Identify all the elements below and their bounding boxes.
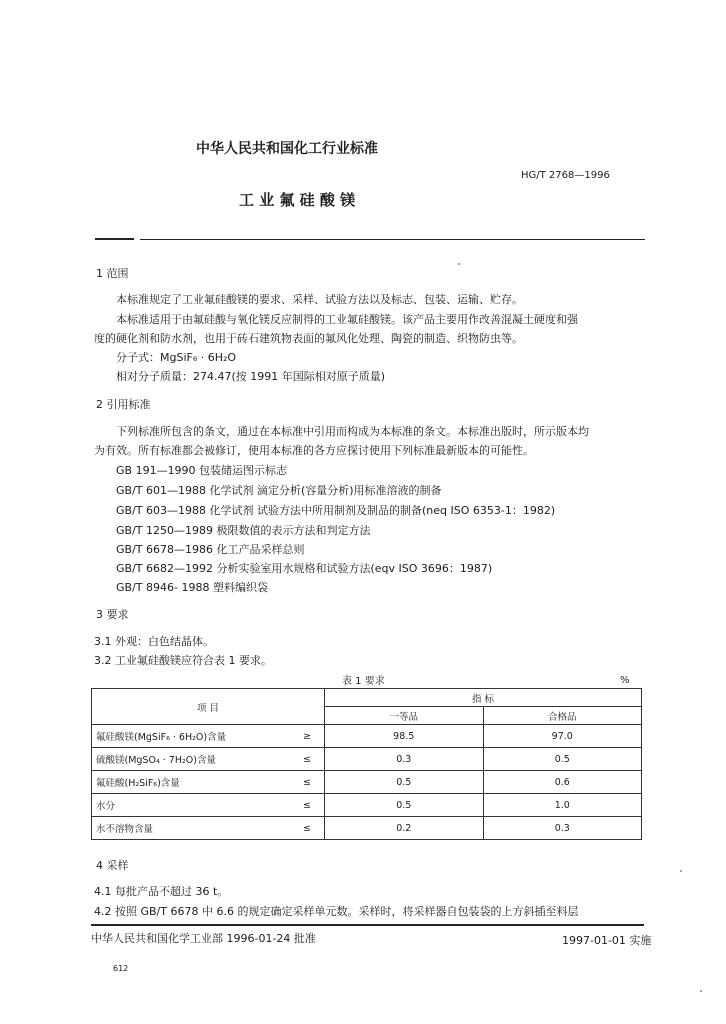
row-operator: ≥ — [290, 725, 325, 748]
table-row — [92, 771, 642, 794]
scan-speck — [458, 263, 460, 265]
row-operator: ≤ — [290, 794, 325, 817]
requirements-table — [91, 688, 642, 840]
section-1-para2-line2: 度的硬化剂和防水剂，也用于砖石建筑物表面的氟风化处理、陶瓷的制造、织物防虫等。 — [94, 332, 523, 345]
row-item-name: 水分 — [92, 794, 291, 817]
standard-number: HG/T 2768—1996 — [521, 170, 610, 181]
section-1-para2-line1: 本标准适用于由氟硅酸与氧化镁反应制得的工业氟硅酸镁。该产品主要用作改善混凝土硬度和强 — [116, 313, 578, 326]
table-row — [92, 794, 642, 817]
row-item-name: 氟硅酸(H₂SiF₆)含量 — [92, 771, 291, 794]
footer-rule — [91, 924, 644, 926]
row-qualified-value: 0.3 — [483, 817, 642, 840]
column-header-qualified: 合格品 — [483, 707, 642, 725]
table-row — [92, 817, 642, 840]
column-header-index: 指 标 — [325, 689, 642, 707]
section-3-heading: 3 要求 — [96, 608, 129, 621]
row-operator: ≤ — [290, 817, 325, 840]
approval-line: 中华人民共和国化学工业部 1996-01-24 批准 — [91, 932, 316, 945]
item-4-1: 4.1 每批产品不超过 36 t。 — [94, 885, 229, 898]
section-2-heading: 2 引用标准 — [96, 398, 151, 411]
item-3-2: 3.2 工业氟硅酸镁应符合表 1 要求。 — [94, 654, 272, 667]
scan-speck — [700, 990, 702, 992]
column-header-item: 项 目 — [92, 689, 325, 725]
row-qualified-value: 0.6 — [483, 771, 642, 794]
row-grade1-value: 0.2 — [325, 817, 484, 840]
reference-item: GB/T 603—1988 化学试剂 试验方法中所用制剂及制品的制备(neq ISO 6353-1：1982) — [116, 504, 556, 517]
row-qualified-value: 0.5 — [483, 748, 642, 771]
document-title: 工 业 氟 硅 酸 镁 — [239, 191, 356, 209]
reference-item: GB/T 6678—1986 化工产品采样总则 — [116, 543, 305, 556]
molecular-mass: 相对分子质量：274.47(按 1991 年国际相对原子质量) — [116, 370, 386, 383]
item-4-2: 4.2 按照 GB/T 6678 中 6.6 的规定确定采样单元数。采样时，将采样器自包装袋的上方斜插至料层 — [94, 905, 579, 918]
molecular-formula: 分子式：MgSiF₆ · 6H₂O — [116, 351, 237, 364]
table-row — [92, 725, 642, 748]
section-2-para-line1: 下列标准所包含的条文，通过在本标准中引用而构成为本标准的条文。本标准出版时，所示版本均 — [116, 425, 589, 438]
section-2-para-line2: 为有效。所有标准都会被修订，使用本标准的各方应探讨使用下列标准最新版本的可能性。 — [94, 444, 534, 457]
row-qualified-value: 97.0 — [483, 725, 642, 748]
row-operator: ≤ — [290, 771, 325, 794]
effective-date: 1997-01-01 实施 — [562, 934, 652, 947]
reference-item: GB/T 1250—1989 极限数值的表示方法和判定方法 — [116, 524, 371, 537]
row-item-name: 水不溶物含量 — [92, 817, 291, 840]
row-operator: ≤ — [290, 748, 325, 771]
section-4-heading: 4 采样 — [96, 859, 129, 872]
table-header-row — [92, 689, 642, 707]
reference-item: GB/T 6682—1992 分析实验室用水规格和试验方法(eqv ISO 3696：1987) — [116, 562, 493, 575]
item-3-1: 3.1 外观：白色结晶体。 — [94, 635, 214, 648]
page-number: 612 — [113, 964, 129, 973]
header-rule — [140, 239, 645, 240]
reference-item: GB/T 601—1988 化学试剂 滴定分析(容量分析)用标准溶液的制备 — [116, 484, 442, 497]
row-qualified-value: 1.0 — [483, 794, 642, 817]
scan-speck — [680, 870, 682, 872]
header-rule-short — [95, 238, 134, 240]
org-title: 中华人民共和国化工行业标准 — [196, 141, 378, 157]
table-row — [92, 748, 642, 771]
row-item-name: 氟硅酸镁(MgSiF₆ · 6H₂O)含量 — [92, 725, 291, 748]
row-grade1-value: 0.3 — [325, 748, 484, 771]
row-item-name: 硫酸镁(MgSO₄ · 7H₂O)含量 — [92, 748, 291, 771]
table-caption: 表 1 要求 — [342, 676, 385, 687]
row-grade1-value: 98.5 — [325, 725, 484, 748]
row-grade1-value: 0.5 — [325, 794, 484, 817]
reference-item: GB 191—1990 包装储运图示标志 — [116, 464, 288, 477]
table-unit: % — [620, 675, 630, 686]
row-grade1-value: 0.5 — [325, 771, 484, 794]
column-header-grade1: 一等品 — [325, 707, 484, 725]
section-1-heading: 1 范围 — [96, 267, 129, 280]
section-1-para1: 本标准规定了工业氟硅酸镁的要求、采样、试验方法以及标志、包装、运输、贮存。 — [116, 293, 523, 306]
reference-item: GB/T 8946- 1988 塑料编织袋 — [116, 581, 268, 594]
